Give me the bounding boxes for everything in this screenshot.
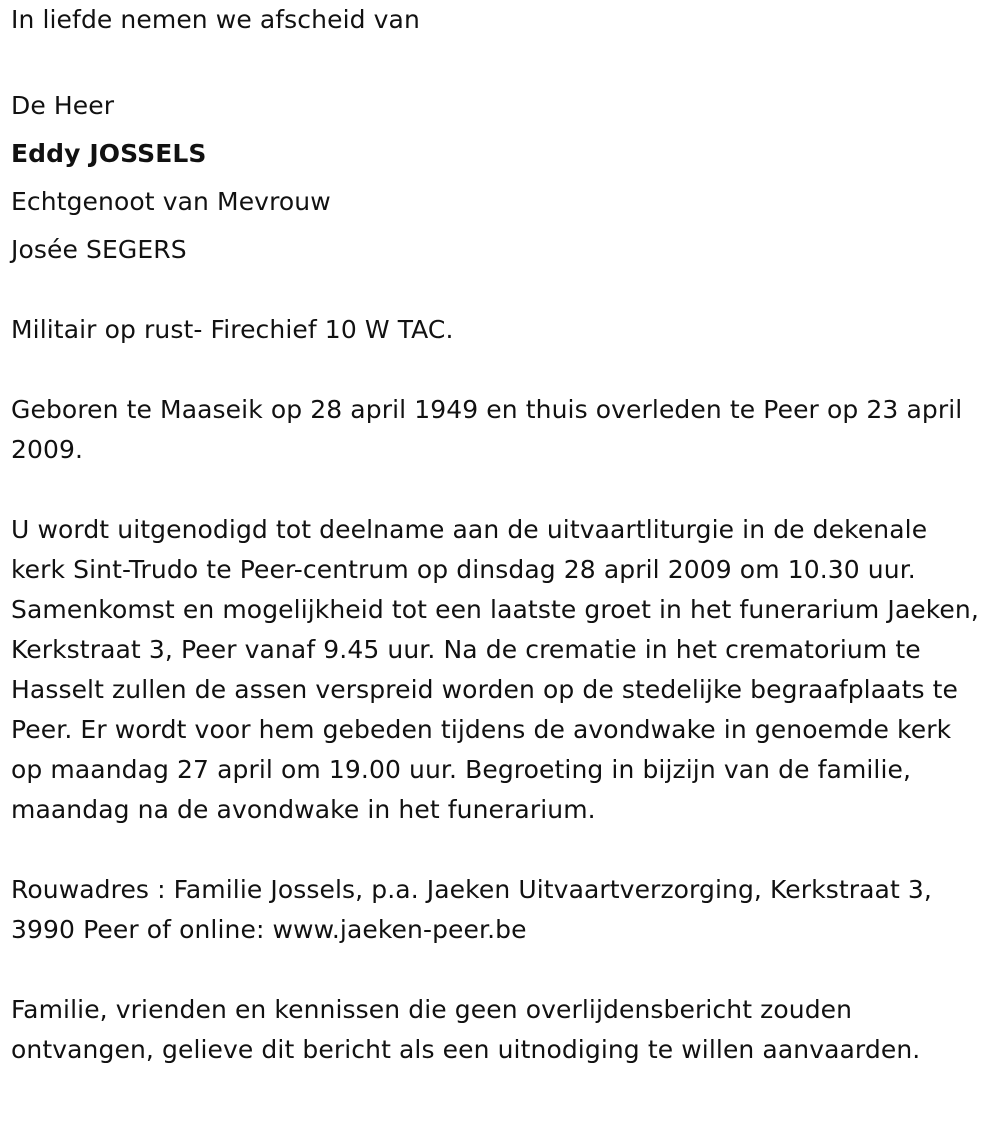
birth-death-info: Geboren te Maaseik op 28 april 1949 en thuis overleden te Peer op 23 april 2009. bbox=[11, 395, 963, 464]
spacer bbox=[11, 270, 986, 310]
intro-line: In liefde nemen we afscheid van bbox=[11, 5, 420, 34]
occupation: Militair op rust- Firechief 10 W TAC. bbox=[11, 315, 454, 344]
ceremony-details: U wordt uitgenodigd tot deelname aan de uitvaartliturgie in de dekenale kerk Sint-Trudo te Peer-centrum op dinsdag 28 april 2009 om 10.30 uur. Samenkomst en mogelijkheid tot een laatste groet in het funerarium Jaeken, Kerkstraat 3, Peer vanaf 9.45 uur. Na de crematie in het crematorium te Hasselt zullen de assen verspreid worden op de stedelijke begraafplaats te Peer. Er wordt voor hem gebeden tijdens de avondwake in genoemde kerk op maandag 27 april om 19.00 uur. Begroeting in bijzijn van de familie, maandag na de avondwake in het funerarium. bbox=[11, 515, 979, 824]
spouse-label: Echtgenoot van Mevrouw bbox=[11, 187, 331, 216]
spacer bbox=[11, 830, 986, 870]
spacer bbox=[11, 470, 986, 510]
spacer bbox=[11, 40, 986, 80]
honorific: De Heer bbox=[11, 91, 115, 120]
deceased-name: Eddy JOSSELS bbox=[11, 139, 207, 168]
spacer bbox=[11, 350, 986, 390]
mourning-address: Rouwadres : Familie Jossels, p.a. Jaeken Uitvaartverzorging, Kerkstraat 3, 3990 Peer of online: www.jaeken-peer.be bbox=[11, 875, 932, 944]
obituary-notice bbox=[11, 0, 986, 1070]
spacer bbox=[11, 950, 986, 990]
closing-note: Familie, vrienden en kennissen die geen overlijdensbericht zouden ontvangen, gelieve dit bericht als een uitnodiging te willen aanvaarden. bbox=[11, 995, 921, 1064]
spouse-name: Josée SEGERS bbox=[11, 235, 187, 264]
